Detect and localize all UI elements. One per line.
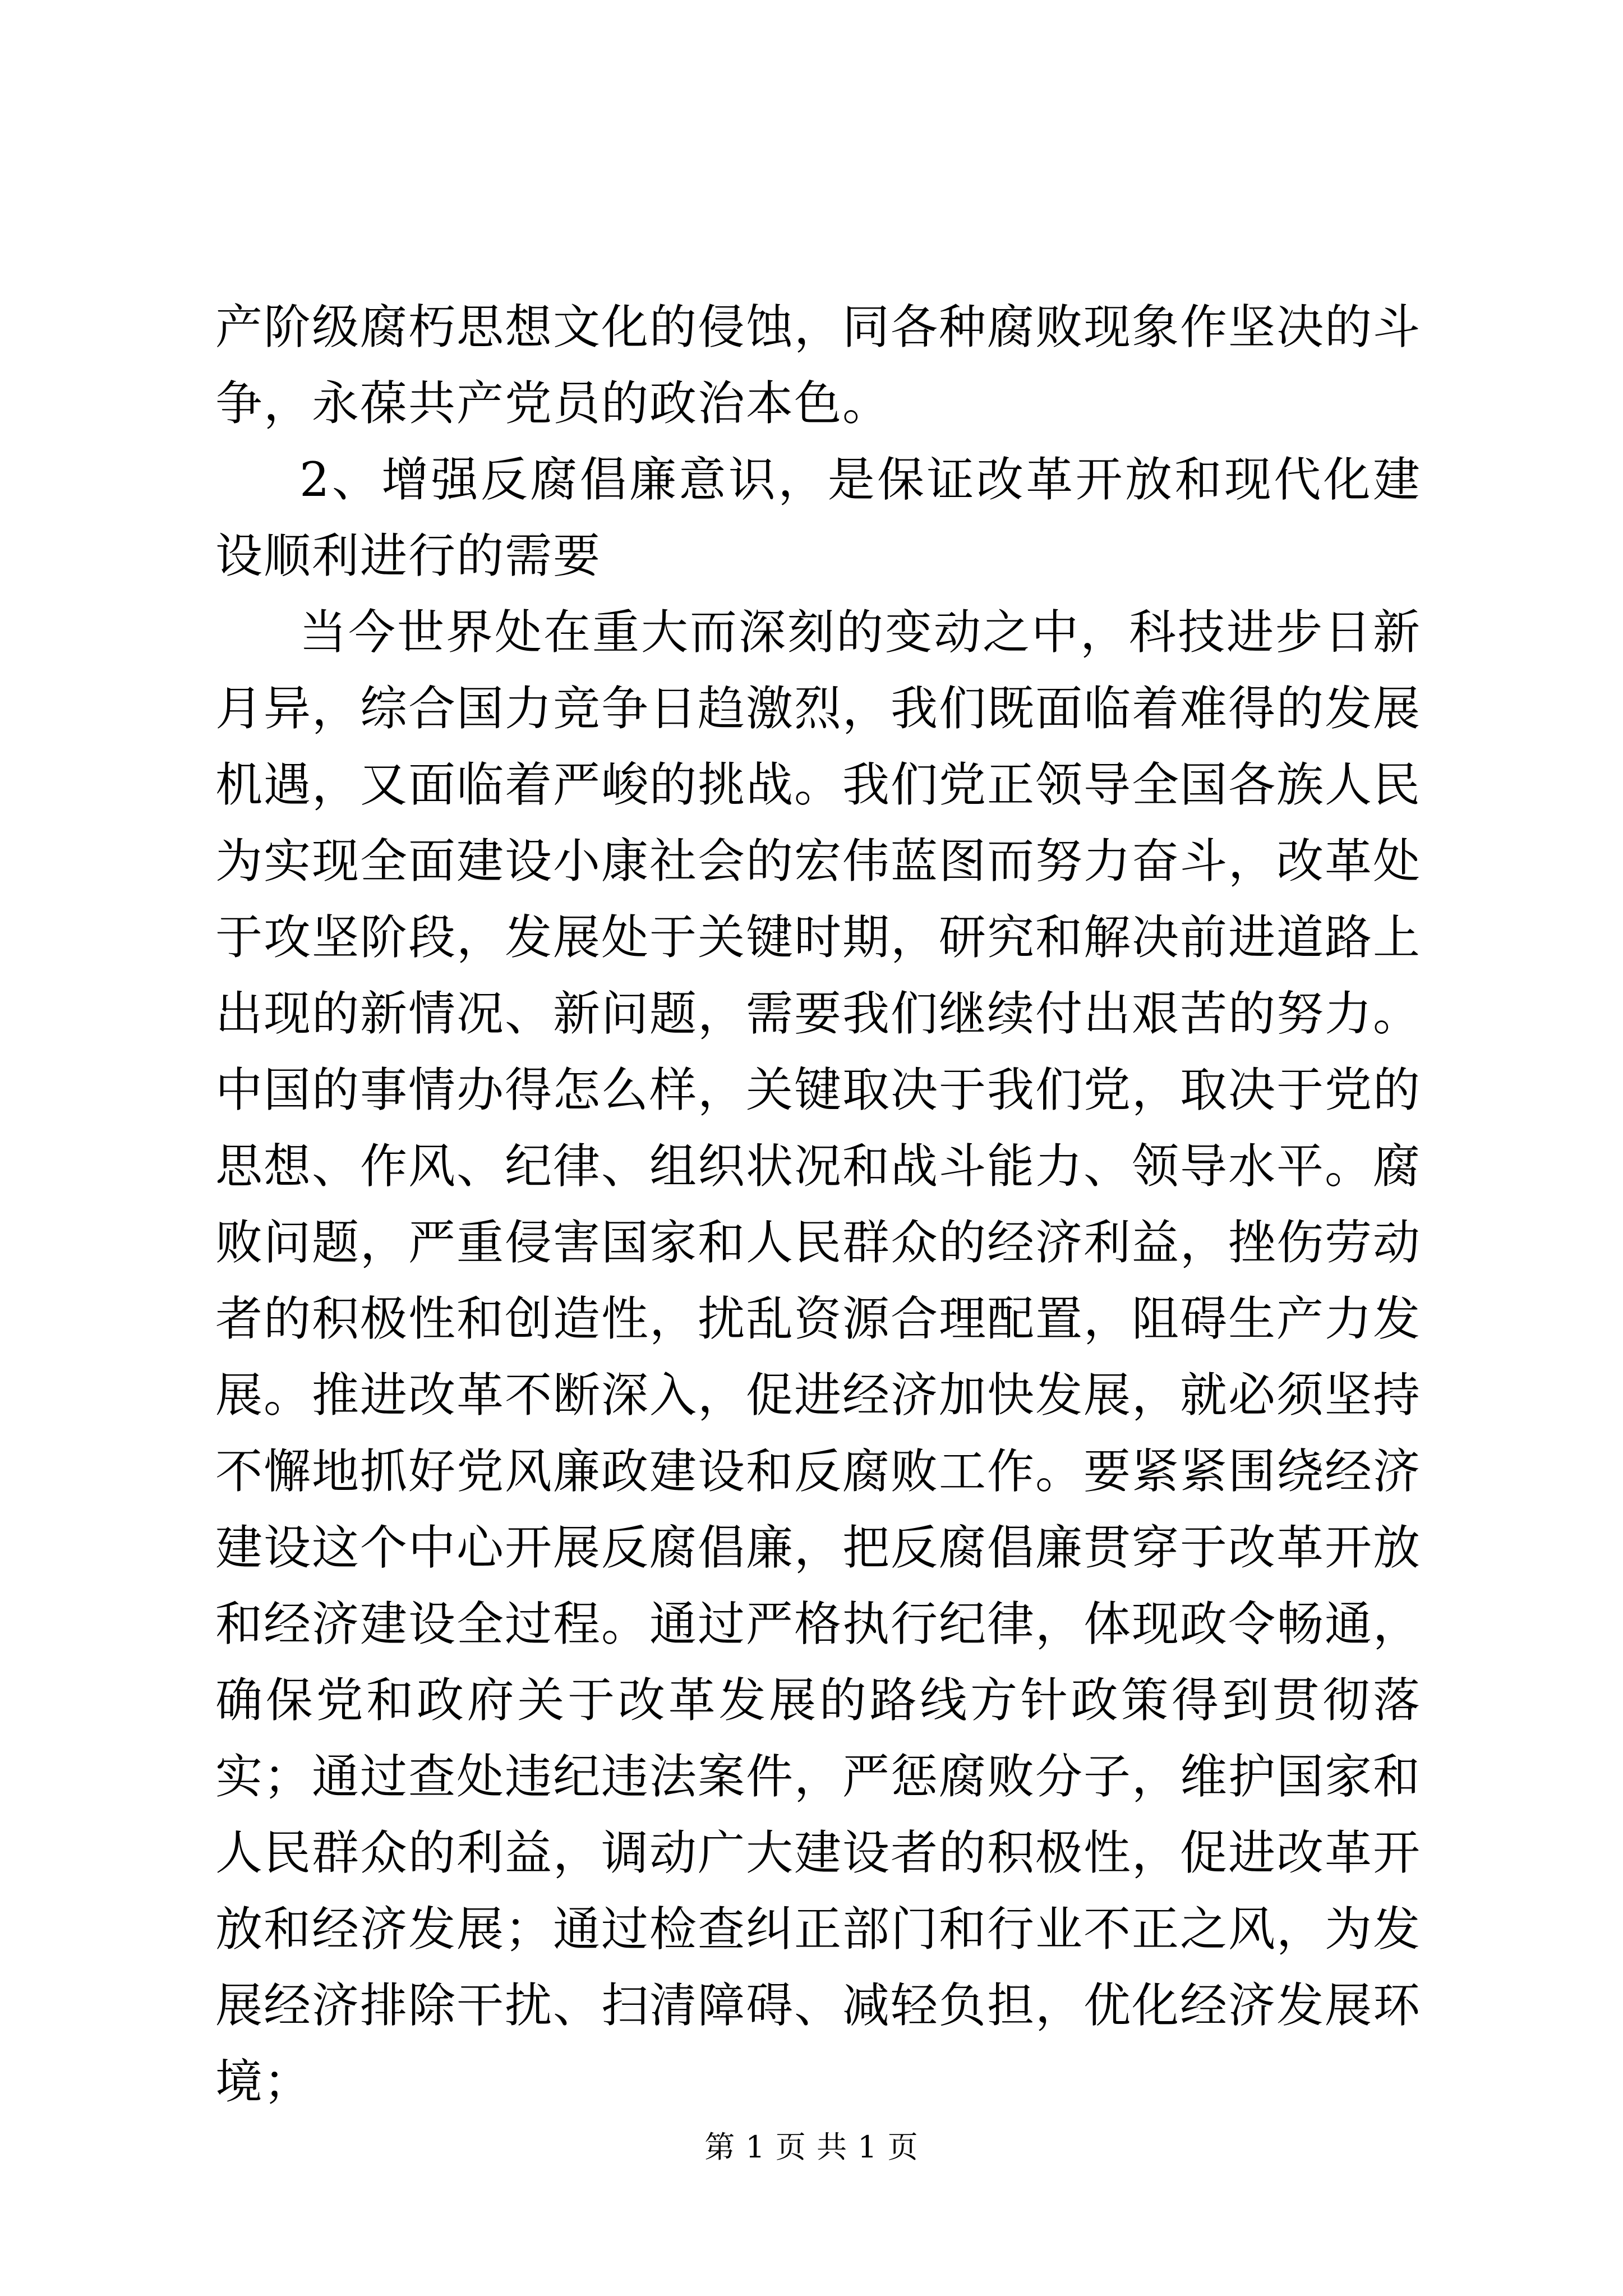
paragraph-continuation: 产阶级腐朽思想文化的侵蚀，同各种腐败现象作坚决的斗争，永葆共产党员的政治本色。 xyxy=(215,300,1422,431)
section-heading: 2、增强反腐倡廉意识，是保证改革开放和现代化建设顺利进行的需要 xyxy=(215,452,1421,583)
paragraph-body: 当今世界处在重大而深刻的变动之中，科技进步日新月异，综合国力竞争日趋激烈，我们既面临着难得的发展机遇，又面临着严峻的挑战。我们党正领导全国各族人民为实现全面建设小康社会的宏伟蓝图而努力奋斗，改革处于攻坚阶段，发展处于关键时期，研究和解决前进道路上出现的新情况、新问题，需要我们继续付出艰苦的努力。中国的事情办得怎么样，关键取决于我们党，取决于党的思想、作风、纪律、组织状况和战斗能力、领导水平。腐败问题，严重侵害国家和人民群众的经济利益，挫伤劳动者的积极性和创造性，扰乱资源合理配置，阻碍生产力发展。推进改革不断深入，促进经济加快发展，就必须坚持不懈地抓好党风廉政建设和反腐败工作。要紧紧围绕经济建设这个中心开展反腐倡廉，把反腐倡廉贯穿于改革开放和经济建设全过程。通过严格执行纪律，体现政令畅通，确保党和政府关于改革发展的路线方针政策得到贯彻落实；通过查处违纪违法案件，严惩腐败分子，维护国家和人民群众的利益，调动广大建设者的积极性，促进改革开放和经济发展；通过检查纠正部门和行业不正之风，为发展经济排除干扰、扫清障碍、减轻负担，优化经济发展环境； xyxy=(215,605,1422,2109)
page-number-footer: 第 1 页 共 1 页 xyxy=(704,2129,919,2165)
document-body xyxy=(215,289,1421,2120)
